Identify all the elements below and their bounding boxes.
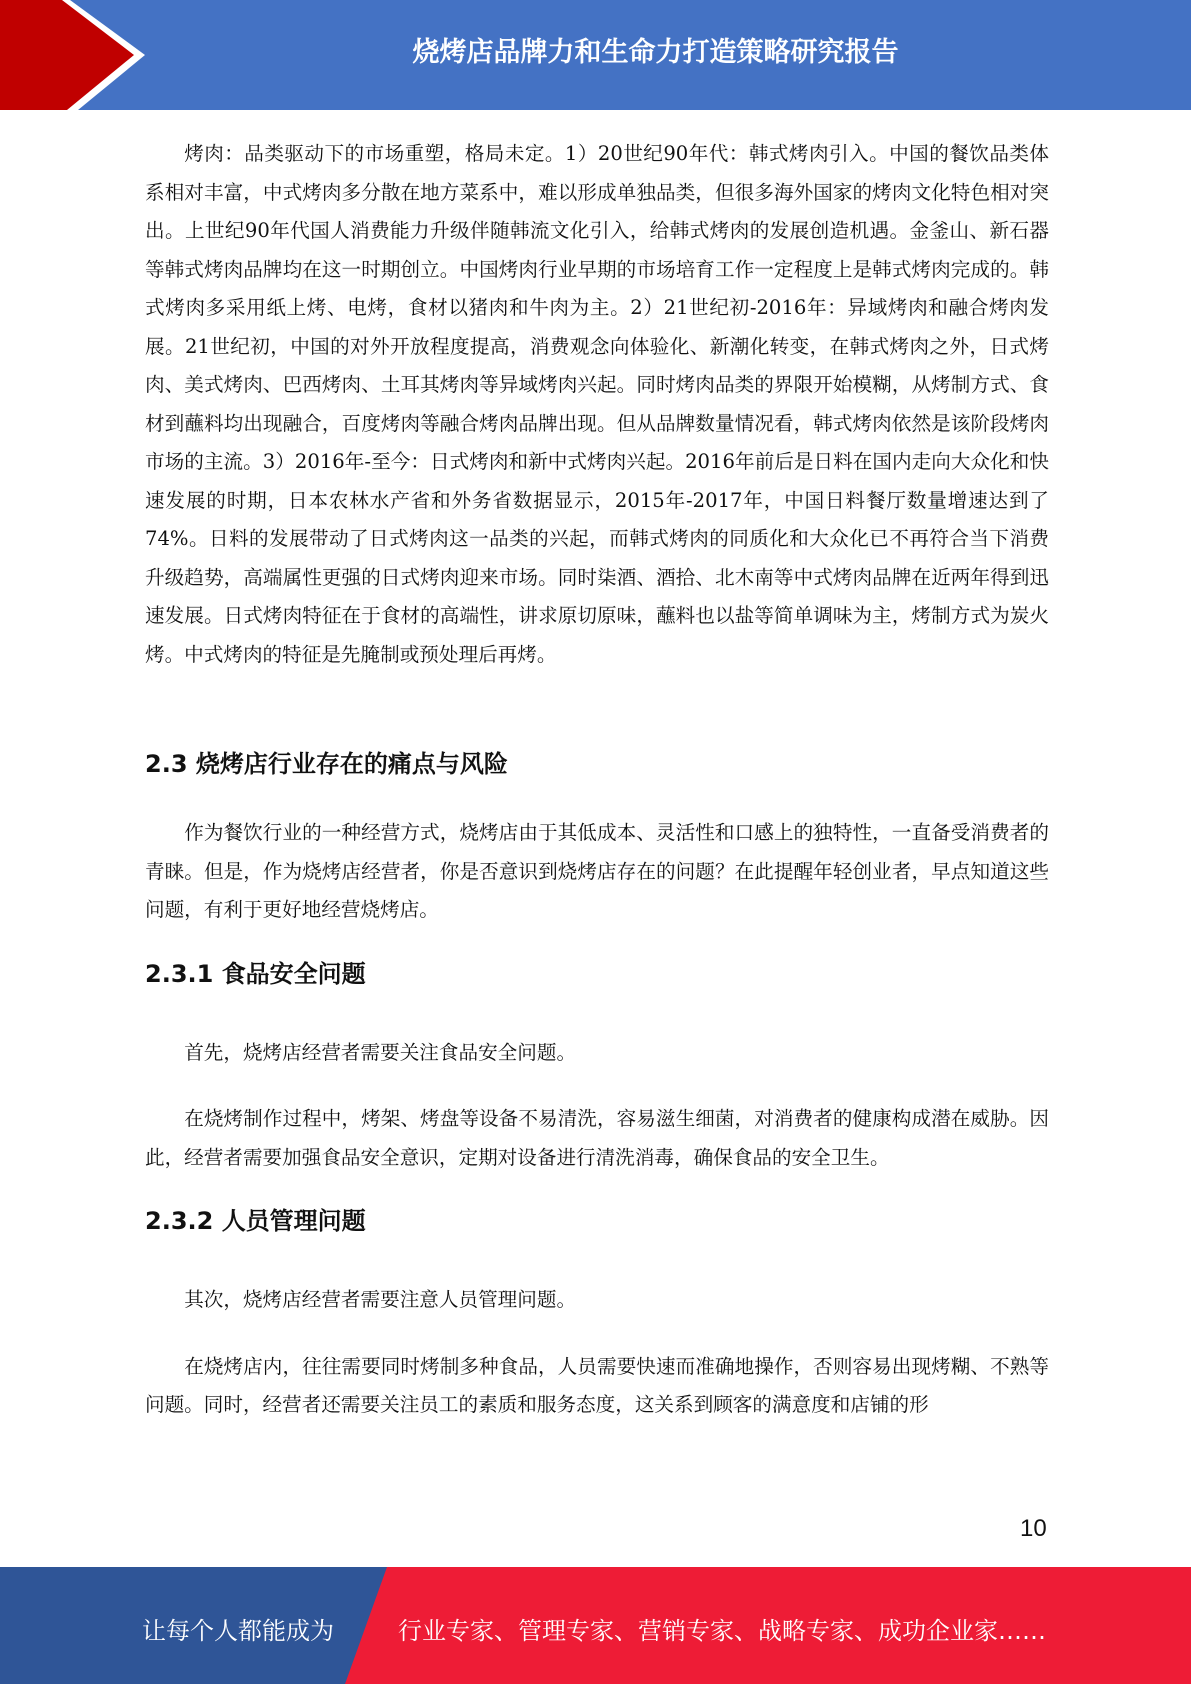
chevron-decoration	[0, 0, 170, 110]
page-content	[145, 135, 1049, 1425]
paragraph-bbq-history: 烤肉：品类驱动下的市场重塑，格局未定。1）20世纪90年代：韩式烤肉引入。中国的餐饮品类体系相对丰富，中式烤肉多分散在地方菜系中，难以形成单独品类，但很多海外国家的烤肉文化特色相对突出。上世纪90年代国人消费能力升级伴随韩流文化引入，给韩式烤肉的发展创造机遇。金釜山、新石器等韩式烤肉品牌均在这一时期创立。中国烤肉行业早期的市场培育工作一定程度上是韩式烤肉完成的。韩式烤肉多采用纸上烤、电烤，食材以猪肉和牛肉为主。2）21世纪初-2016年：异域烤肉和融合烤肉发展。21世纪初，中国的对外开放程度提高，消费观念向体验化、新潮化转变，在韩式烤肉之外，日式烤肉、美式烤肉、巴西烤肉、土耳其烤肉等异域烤肉兴起。同时烤肉品类的界限开始模糊，从烤制方式、食材到蘸料均出现融合，百度烤肉等融合烤肉品牌出现。但从品牌数量情况看，韩式烤肉依然是该阶段烤肉市场的主流。3）2016年-至今：日式烤肉和新中式烤肉兴起。2016年前后是日料在国内走向大众化和快速发展的时期，日本农林水产省和外务省数据显示，2015年-2017年，中国日料餐厅数量增速达到了74%。日料的发展带动了日式烤肉这一品类的兴起，而韩式烤肉的同质化和大众化已不再符合当下消费升级趋势，高端属性更强的日式烤肉迎来市场。同时柒酒、酒拾、北木南等中式烤肉品牌在近两年得到迅速发展。日式烤肉特征在于食材的高端性，讲求原切原味，蘸料也以盐等简单调味为主，烤制方式为炭火烤。中式烤肉的特征是先腌制或预处理后再烤。	[145, 142, 1049, 666]
footer-slogan-left: 让每个人都能成为	[142, 1617, 334, 1645]
report-title: 烧烤店品牌力和生命力打造策略研究报告	[412, 37, 899, 68]
paragraph-intro: 作为餐饮行业的一种经营方式，烧烤店由于其低成本、灵活性和口感上的独特性，一直备受消费者的青睐。但是，作为烧烤店经营者，你是否意识到烧烤店存在的问题？在此提醒年轻创业者，早点知道这些问题，有利于更好地经营烧烤店。	[145, 821, 1049, 921]
page-number: 10	[1020, 1515, 1047, 1542]
section-heading-2-3-2: 2.3.2 人员管理问题	[145, 1207, 366, 1235]
section-heading-2-3: 2.3 烧烤店行业存在的痛点与风险	[145, 750, 508, 778]
paragraph-food-safety-2: 在烧烤制作过程中，烤架、烤盘等设备不易清洗，容易滋生细菌，对消费者的健康构成潜在威胁。因此，经营者需要加强食品安全意识，定期对设备进行清洗消毒，确保食品的安全卫生。	[145, 1107, 1049, 1169]
section-heading-2-3-1: 2.3.1 食品安全问题	[145, 959, 366, 988]
page-header	[0, 0, 1191, 110]
paragraph-food-safety-1: 首先，烧烤店经营者需要关注食品安全问题。	[184, 1040, 577, 1064]
paragraph-staff-1: 其次，烧烤店经营者需要注意人员管理问题。	[184, 1288, 577, 1311]
paragraph-staff-2: 在烧烤店内，往往需要同时烤制多种食品，人员需要快速而准确地操作，否则容易出现烤糊、不熟等问题。同时，经营者还需要关注员工的素质和服务态度，这关系到顾客的满意度和店铺的形	[145, 1354, 1049, 1416]
page-footer	[0, 1567, 1191, 1684]
footer-slogan-right: 行业专家、管理专家、营销专家、战略专家、成功企业家……	[398, 1617, 1046, 1645]
